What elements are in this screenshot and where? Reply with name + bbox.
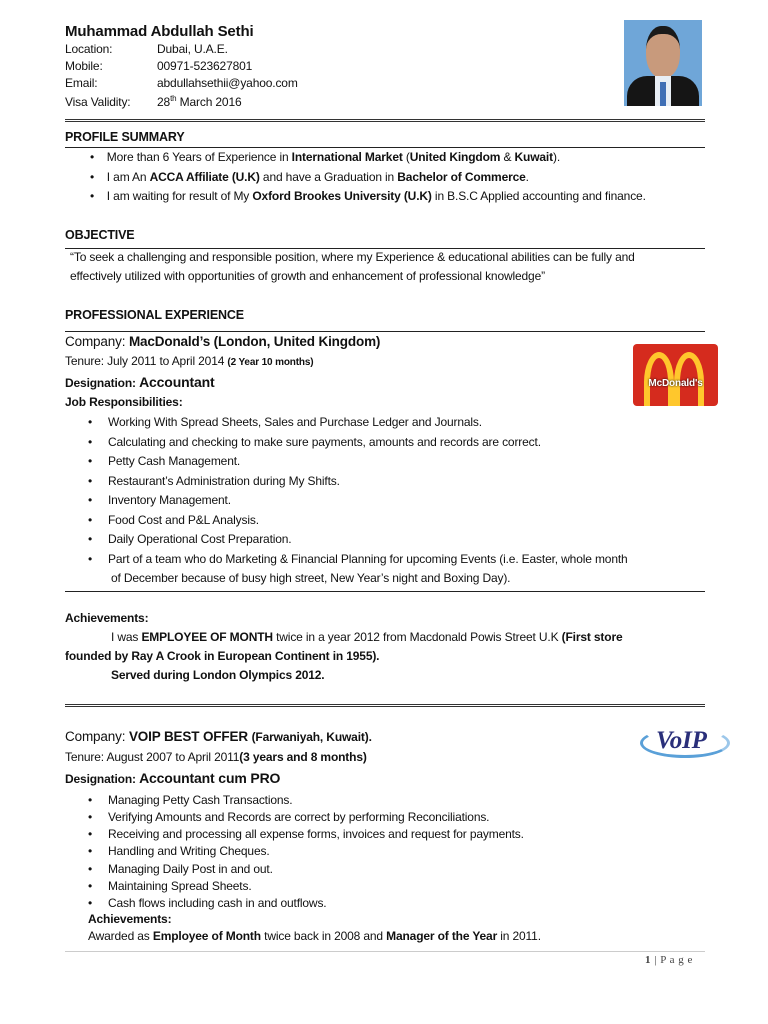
responsibility-item: • Maintaining Spread Sheets.: [88, 879, 252, 893]
responsibility-item: • Managing Daily Post in and out.: [88, 862, 273, 876]
responsibility-item: • Daily Operational Cost Preparation.: [88, 532, 292, 546]
divider: [65, 704, 705, 707]
field-label: Mobile:: [65, 59, 103, 73]
tenure-line: Tenure: August 2007 to April 2011(3 years and 8 months): [65, 750, 367, 764]
responsibility-item: • Managing Petty Cash Transactions.: [88, 793, 293, 807]
candidate-name: Muhammad Abdullah Sethi: [65, 23, 254, 40]
footer-divider: [65, 951, 705, 952]
section-heading-objective: OBJECTIVE: [65, 228, 135, 242]
achievement-text: Awarded as Employee of Month twice back in 2008 and Manager of the Year in 2011.: [88, 929, 541, 943]
profile-bullet: • I am An ACCA Affiliate (U.K) and have a Graduation in Bachelor of Commerce.: [90, 170, 529, 184]
email-row: [65, 75, 298, 91]
responsibility-item: • Handling and Writing Cheques.: [88, 844, 270, 858]
responsibility-item: • Part of a team who do Marketing & Financial Planning for upcoming Events (i.e. Easter, whole month: [88, 552, 628, 566]
field-value: Dubai, U.A.E.: [157, 42, 228, 56]
objective-text: effectively utilized with opportunities of growth and enhancement of professional knowledge”: [70, 269, 545, 283]
responsibility-item: • Food Cost and P&L Analysis.: [88, 513, 259, 527]
profile-bullet: • I am waiting for result of My Oxford Brookes University (U.K) in B.S.C Applied accounting and finance.: [90, 189, 646, 203]
responsibility-item: • Inventory Management.: [88, 493, 231, 507]
profile-bullet: • More than 6 Years of Experience in International Market (United Kingdom & Kuwait).: [90, 150, 560, 164]
mobile-row: [65, 58, 252, 74]
field-label: Visa Validity:: [65, 95, 131, 109]
divider: [65, 119, 705, 122]
voip-logo: VoIP: [640, 724, 735, 764]
profile-photo: [624, 20, 702, 106]
objective-text: “To seek a challenging and responsible position, where my Experience & educational abilities can be fully and: [70, 250, 635, 264]
divider: [65, 147, 705, 148]
tenure-line: Tenure: July 2011 to April 2014 (2 Year 10 months): [65, 354, 314, 368]
responsibility-item: • Receiving and processing all expense forms, invoices and request for payments.: [88, 827, 524, 841]
responsibility-item: • Working With Spread Sheets, Sales and Purchase Ledger and Journals.: [88, 415, 482, 429]
responsibility-item-cont: of December because of busy high street, New Year’s night and Boxing Day).: [111, 571, 511, 585]
location-row: [65, 41, 228, 57]
company-line: Company: VOIP BEST OFFER (Farwaniyah, Kuwait).: [65, 729, 372, 744]
responsibilities-label: Job Responsibilities:: [65, 395, 183, 409]
achievements-label: Achievements:: [88, 912, 172, 926]
section-heading-profile: PROFILE SUMMARY: [65, 130, 185, 144]
section-heading-experience: PROFESSIONAL EXPERIENCE: [65, 308, 244, 322]
achievement-text: founded by Ray A Crook in European Continent in 1955).: [65, 649, 380, 663]
mcdonalds-logo: McDonald's: [633, 344, 718, 406]
page-number: 1 | P a g e: [645, 954, 693, 966]
designation-line: Designation: Accountant: [65, 374, 215, 390]
responsibility-item: • Verifying Amounts and Records are correct by performing Reconciliations.: [88, 810, 490, 824]
ordinal-suffix: th: [170, 94, 177, 103]
field-label: Email:: [65, 76, 98, 90]
field-label: Location:: [65, 42, 113, 56]
divider: [65, 591, 705, 592]
email-link[interactable]: abdullahsethii@yahoo.com: [157, 76, 298, 90]
field-value: March 2016: [176, 95, 242, 109]
company-line: Company: MacDonald’s (London, United Kingdom): [65, 334, 381, 349]
divider: [65, 331, 705, 332]
designation-line: Designation: Accountant cum PRO: [65, 770, 281, 786]
field-value: 00971-523627801: [157, 59, 253, 73]
field-value: 28: [157, 95, 171, 109]
visa-row: [65, 91, 242, 110]
achievement-text: I was EMPLOYEE OF MONTH twice in a year 2012 from Macdonald Powis Street U.K (First store: [111, 630, 623, 644]
responsibility-item: • Cash flows including cash in and outflows.: [88, 896, 327, 910]
responsibility-item: • Calculating and checking to make sure payments, amounts and records are correct.: [88, 435, 541, 449]
responsibility-item: • Petty Cash Management.: [88, 454, 241, 468]
achievement-text: Served during London Olympics 2012.: [111, 668, 325, 682]
responsibility-item: • Restaurant’s Administration during My Shifts.: [88, 474, 340, 488]
achievements-label: Achievements:: [65, 611, 149, 625]
